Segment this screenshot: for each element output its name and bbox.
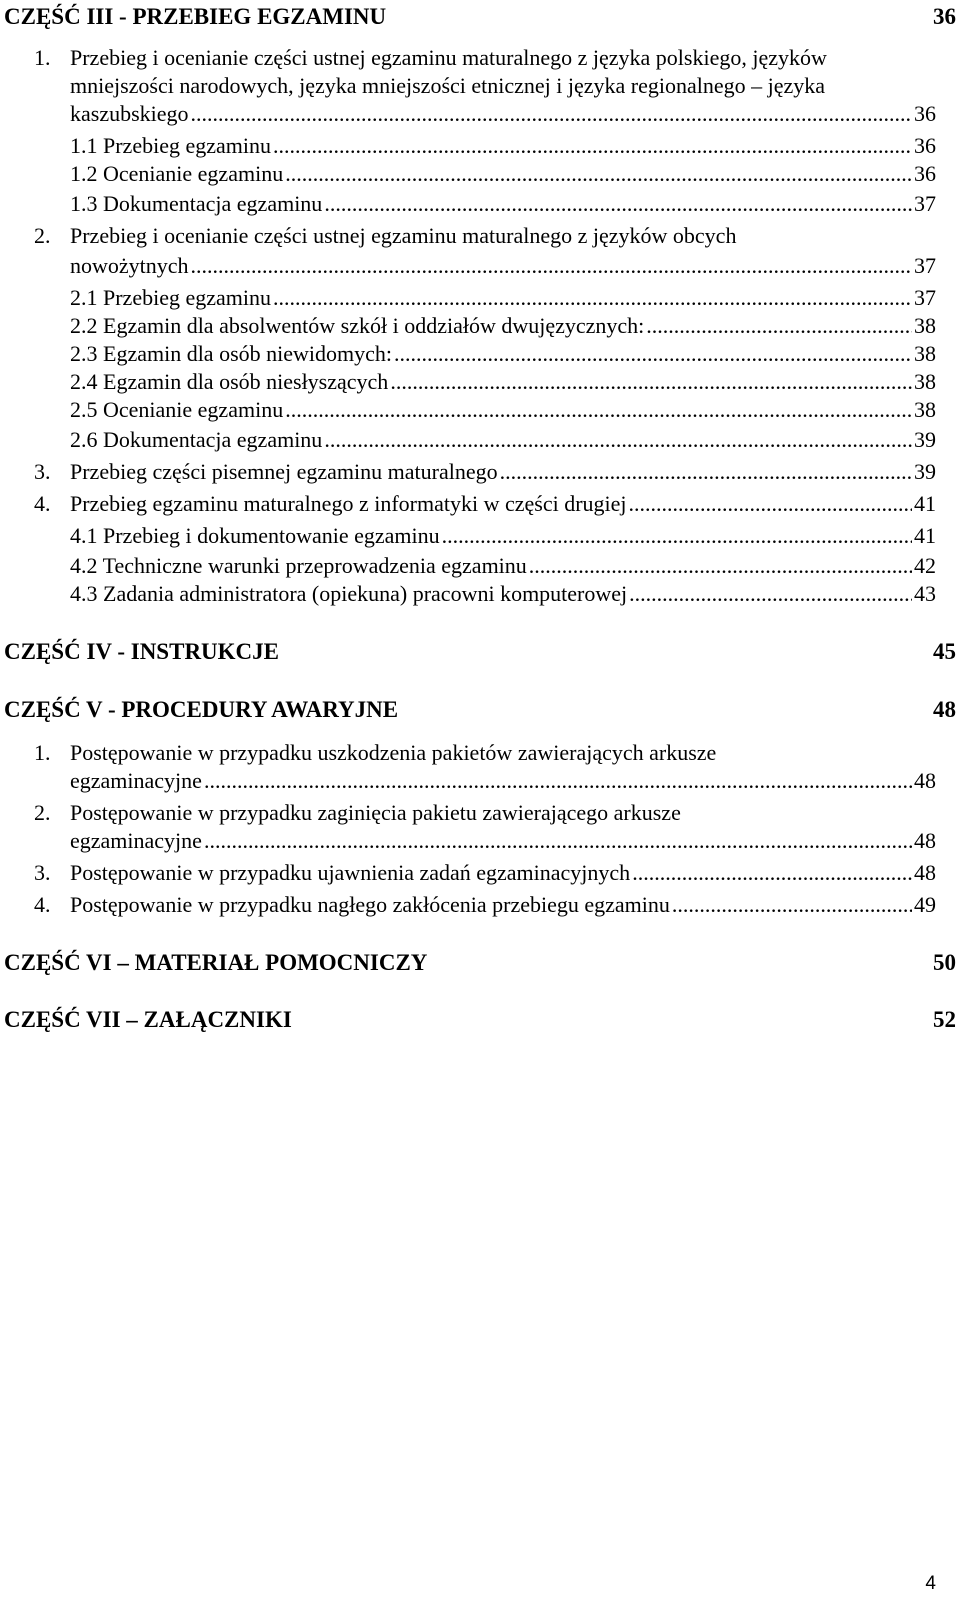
- toc-entry-1-3: [70, 190, 936, 218]
- toc-entry-3-page: 39: [914, 459, 936, 484]
- toc-entry-3-number: 3.: [34, 459, 51, 484]
- toc-entry-2-3: [70, 340, 936, 368]
- toc-entry-5-2-text-line2: egzaminacyjne: [70, 828, 202, 853]
- toc-entry-1-2: [70, 160, 936, 188]
- toc-entry-5-2-line2: [70, 827, 936, 855]
- toc-entry-5-3-number: 3.: [34, 860, 51, 885]
- toc-entry-5-1-line1: [34, 739, 716, 767]
- part-7-page: 52: [933, 1007, 956, 1032]
- dot-leader: [285, 160, 912, 188]
- page-number: 4: [925, 1573, 936, 1594]
- toc-entry-5-2-line1: [34, 799, 681, 827]
- toc-entry-4-title: Przebieg egzaminu maturalnego z informatyki w części drugiej: [70, 491, 627, 516]
- toc-entry-5-1-number: 1.: [34, 740, 51, 765]
- toc-entry-1-line1: [34, 44, 827, 72]
- toc-entry-5-4-page: 49: [914, 892, 936, 917]
- dot-leader: [324, 190, 912, 218]
- dot-leader: [324, 426, 912, 454]
- toc-entry-2-2-page: 38: [914, 313, 936, 338]
- dot-leader: [629, 580, 912, 608]
- toc-entry-1-text-line1: Przebieg i ocenianie części ustnej egzaminu maturalnego z języka polskiego, języków: [70, 45, 827, 70]
- dot-leader: [442, 522, 912, 550]
- dot-leader: [390, 368, 912, 396]
- toc-entry-4-2: [70, 552, 936, 580]
- dot-leader: [204, 827, 912, 855]
- dot-leader: [672, 891, 912, 919]
- toc-entry-4-3-page: 43: [914, 581, 936, 606]
- toc-entry-1-2-page: 36: [914, 161, 936, 186]
- part-7-title: CZĘŚĆ VII – ZAŁĄCZNIKI: [4, 1007, 292, 1032]
- toc-entry-2-3-title: 2.3 Egzamin dla osób niewidomych:: [70, 341, 392, 366]
- toc-entry-5-3-page: 48: [914, 860, 936, 885]
- toc-entry-5-1-text-line1: Postępowanie w przypadku uszkodzenia pakietów zawierających arkusze: [70, 740, 717, 765]
- toc-entry-2-2-title: 2.2 Egzamin dla absolwentów szkół i oddziałów dwujęzycznych:: [70, 313, 645, 338]
- toc-entry-5-3: [34, 859, 936, 887]
- toc-entry-3-title: Przebieg części pisemnej egzaminu maturalnego: [70, 459, 498, 484]
- part-5-title: CZĘŚĆ V - PROCEDURY AWARYJNE: [4, 697, 399, 722]
- toc-entry-2-number: 2.: [34, 223, 51, 248]
- toc-entry-5-2-number: 2.: [34, 800, 51, 825]
- toc-entry-1-line3: [70, 100, 936, 128]
- toc-entry-2-line1: [34, 222, 736, 250]
- toc-entry-4-3-title: 4.3 Zadania administratora (opiekuna) pracowni komputerowej: [70, 581, 628, 606]
- dot-leader: [285, 396, 912, 424]
- toc-entry-1-text-line3: kaszubskiego: [70, 101, 189, 126]
- part-6-title: CZĘŚĆ VI – MATERIAŁ POMOCNICZY: [4, 950, 428, 975]
- toc-entry-1-page: 36: [914, 101, 936, 126]
- part-3-page: 36: [933, 4, 956, 29]
- toc-entry-1-3-title: 1.3 Dokumentacja egzaminu: [70, 191, 323, 216]
- toc-entry-1-number: 1.: [34, 45, 51, 70]
- part-7-heading: [4, 1005, 956, 1035]
- toc-entry-2-text-line1: Przebieg i ocenianie części ustnej egzaminu maturalnego z języków obcych: [70, 223, 737, 248]
- dot-leader: [500, 458, 912, 486]
- toc-entry-2-6-title: 2.6 Dokumentacja egzaminu: [70, 427, 323, 452]
- part-4-heading: [4, 637, 956, 667]
- toc-entry-4-2-title: 4.2 Techniczne warunki przeprowadzenia egzaminu: [70, 553, 527, 578]
- dot-leader: [394, 340, 912, 368]
- toc-entry-2-page: 37: [914, 253, 936, 278]
- toc-entry-5-1-text-line2: egzaminacyjne: [70, 768, 202, 793]
- toc-entry-4-1-title: 4.1 Przebieg i dokumentowanie egzaminu: [70, 523, 440, 548]
- toc-entry-2-5-page: 38: [914, 397, 936, 422]
- dot-leader: [191, 100, 912, 128]
- toc-entry-2-1-page: 37: [914, 285, 936, 310]
- dot-leader: [204, 767, 912, 795]
- part-3-heading: [4, 2, 956, 32]
- part-6-heading: [4, 948, 956, 978]
- toc-entry-1-text-line2: mniejszości narodowych, języka mniejszości etnicznej i języka regionalnego – języka: [70, 73, 826, 98]
- part-4-title: CZĘŚĆ IV - INSTRUKCJE: [4, 639, 280, 664]
- toc-entry-2-text-line2: nowożytnych: [70, 253, 189, 278]
- toc-entry-2-1-title: 2.1 Przebieg egzaminu: [70, 285, 271, 310]
- toc-entry-5-4: [34, 891, 936, 919]
- toc-entry-4-3: [70, 580, 936, 608]
- part-5-heading: [4, 695, 956, 725]
- toc-entry-5-4-title: Postępowanie w przypadku nagłego zakłócenia przebiegu egzaminu: [70, 892, 670, 917]
- toc-entry-4-number: 4.: [34, 491, 51, 516]
- toc-entry-2-6: [70, 426, 936, 454]
- toc-entry-2-1: [70, 284, 936, 312]
- toc-entry-4-page: 41: [914, 491, 936, 516]
- dot-leader: [646, 312, 912, 340]
- part-6-page: 50: [933, 950, 956, 975]
- toc-entry-5-1-page: 48: [914, 768, 936, 793]
- dot-leader: [529, 552, 912, 580]
- toc-entry-2-5: [70, 396, 936, 424]
- toc-entry-2-2: [70, 312, 936, 340]
- toc-entry-1-1-page: 36: [914, 133, 936, 158]
- toc-entry-3: [34, 458, 936, 486]
- toc-entry-5-2-page: 48: [914, 828, 936, 853]
- dot-leader: [629, 490, 912, 518]
- toc-entry-1-1-title: 1.1 Przebieg egzaminu: [70, 133, 271, 158]
- toc-entry-2-4: [70, 368, 936, 396]
- toc-entry-1-3-page: 37: [914, 191, 936, 216]
- toc-entry-1-2-title: 1.2 Ocenianie egzaminu: [70, 161, 284, 186]
- dot-leader: [273, 132, 912, 160]
- part-3-title: CZĘŚĆ III - PRZEBIEG EGZAMINU: [4, 4, 387, 29]
- toc-entry-5-1-line2: [70, 767, 936, 795]
- dot-leader: [273, 284, 912, 312]
- toc-entry-4-1-page: 41: [914, 523, 936, 548]
- toc-entry-4: [34, 490, 936, 518]
- dot-leader: [191, 252, 912, 280]
- toc-entry-5-2-text-line1: Postępowanie w przypadku zaginięcia pakietu zawierającego arkusze: [70, 800, 681, 825]
- toc-entry-2-4-page: 38: [914, 369, 936, 394]
- toc-entry-2-4-title: 2.4 Egzamin dla osób niesłyszących: [70, 369, 389, 394]
- part-4-page: 45: [933, 639, 956, 664]
- dot-leader: [632, 859, 912, 887]
- toc-entry-2-3-page: 38: [914, 341, 936, 366]
- toc-entry-4-1: [70, 522, 936, 550]
- toc-entry-2-6-page: 39: [914, 427, 936, 452]
- toc-entry-2-line2: [70, 252, 936, 280]
- toc-entry-2-5-title: 2.5 Ocenianie egzaminu: [70, 397, 284, 422]
- part-5-page: 48: [933, 697, 956, 722]
- toc-entry-5-4-number: 4.: [34, 892, 51, 917]
- toc-entry-1-line2: [70, 72, 825, 100]
- toc-entry-1-1: [70, 132, 936, 160]
- toc-entry-5-3-title: Postępowanie w przypadku ujawnienia zadań egzaminacyjnych: [70, 860, 631, 885]
- toc-entry-4-2-page: 42: [914, 553, 936, 578]
